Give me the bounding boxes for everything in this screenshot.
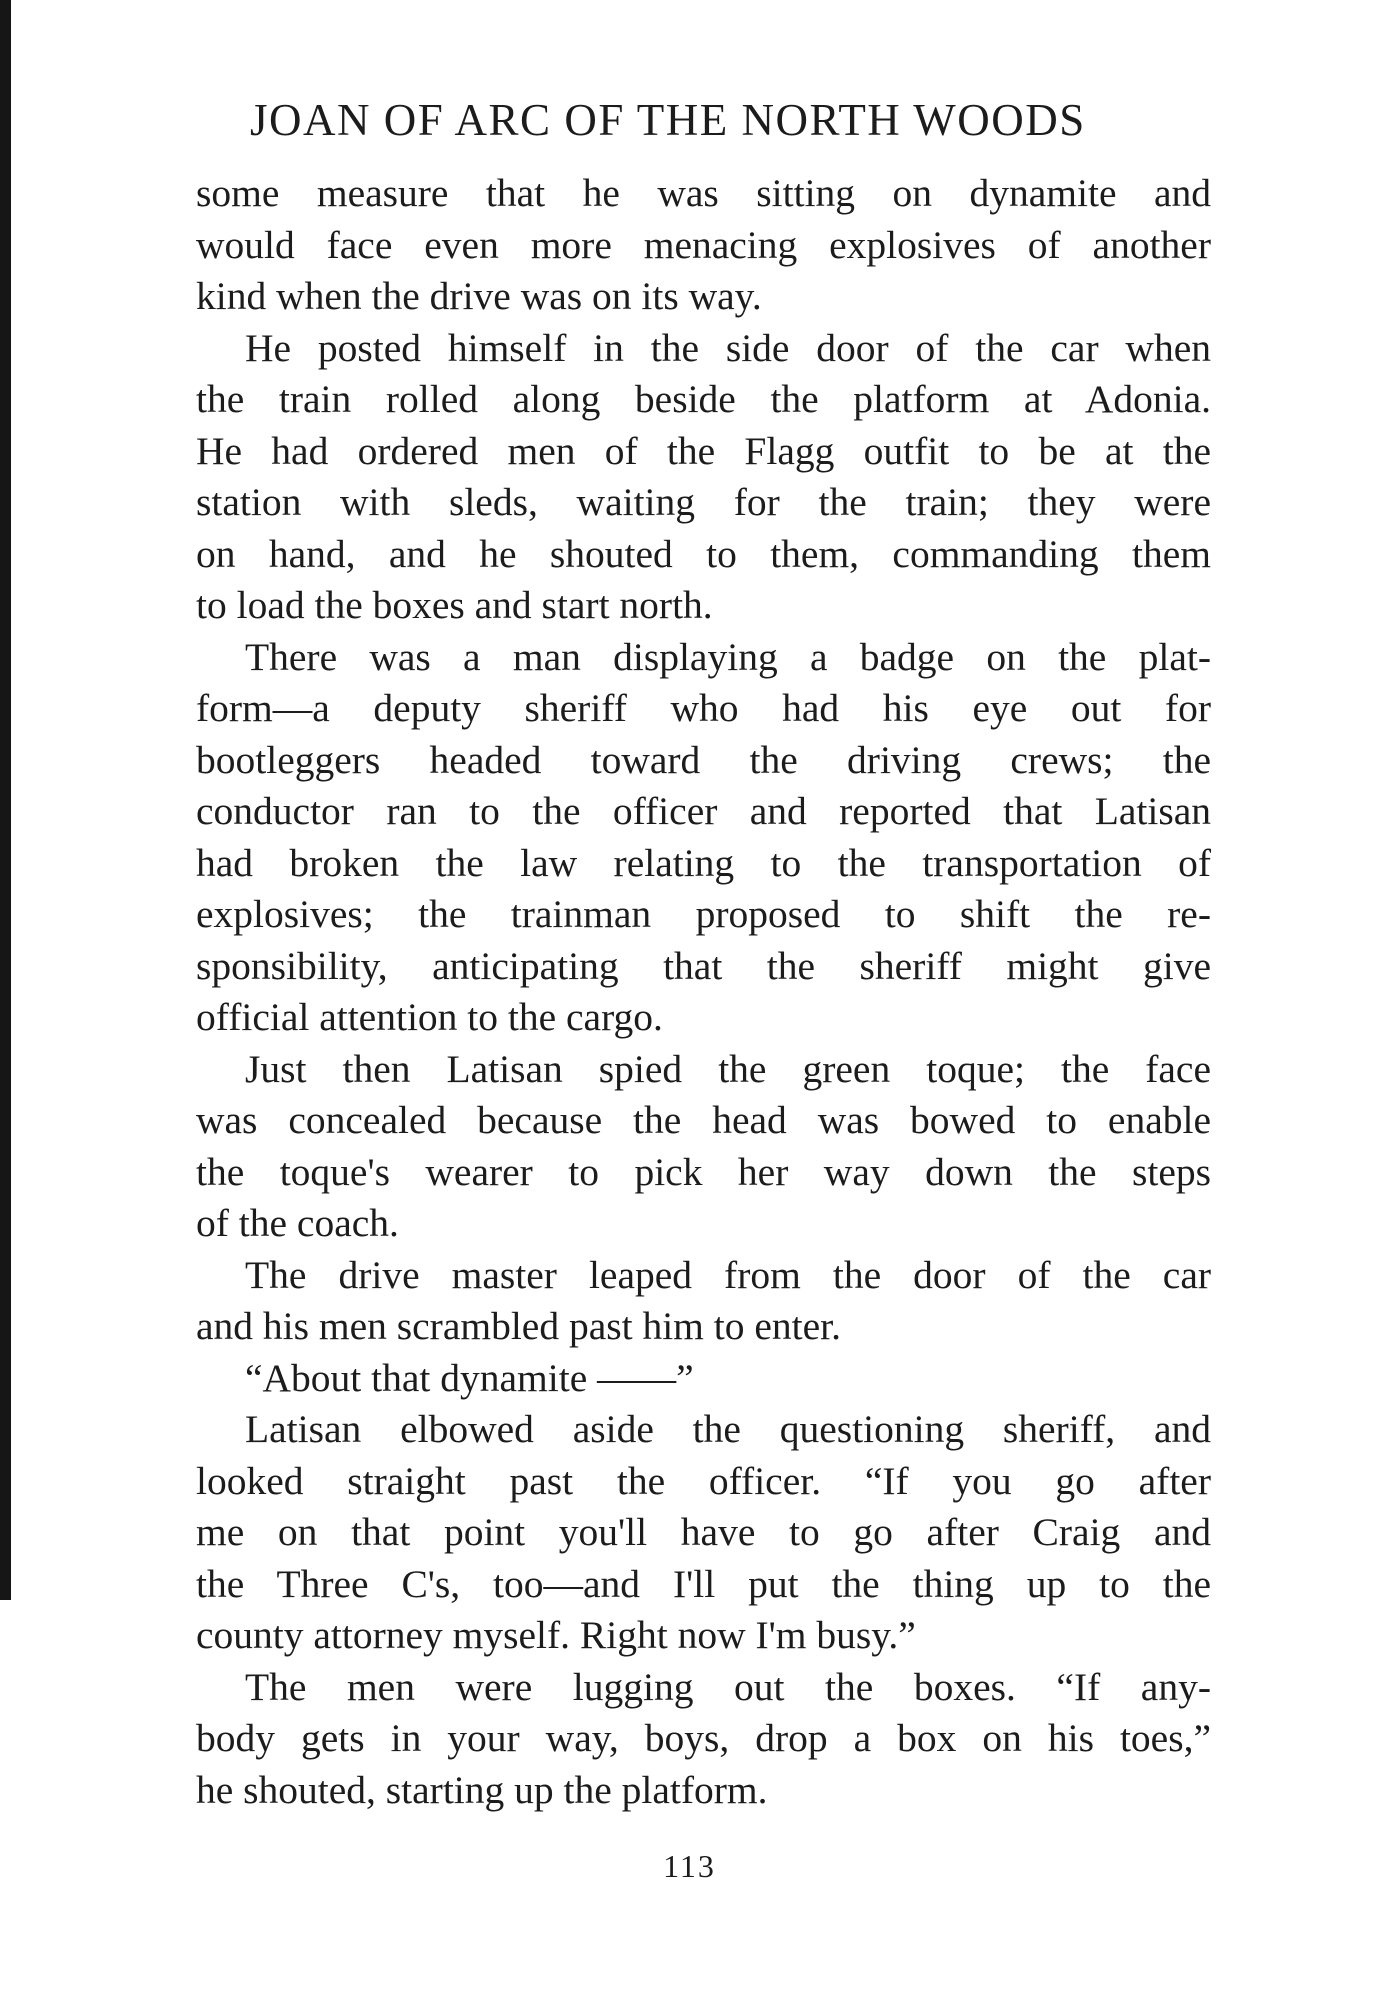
body-text [196,168,1211,1816]
text-line: The drive master leaped from the door of the car [245,1252,1211,1297]
text-line: There was a man displaying a badge on the plat- [245,634,1211,679]
text-line: official attention to the cargo. [196,995,663,1039]
text-line: had broken the law relating to the transportation of [196,840,1211,885]
text-line: county attorney myself. Right now I'm busy.” [196,1613,916,1657]
text-line: looked straight past the officer. “If you go after [196,1458,1211,1503]
text-line: would face even more menacing explosives of another [196,222,1211,267]
text-line: conductor ran to the officer and reported that Latisan [196,789,1211,833]
text-line: He posted himself in the side door of the car when [245,325,1211,370]
text-line: The men were lugging out the boxes. “If any- [245,1664,1211,1709]
text-line: Latisan elbowed aside the questioning sheriff, and [245,1407,1211,1451]
text-line: form—a deputy sheriff who had his eye out for [196,686,1211,730]
text-line: and his men scrambled past him to enter. [196,1304,842,1348]
text-line: on hand, and he shouted to them, commanding them [196,531,1211,576]
text-line: station with sleds, waiting for the train; they were [196,480,1211,524]
page-number: 113 [663,1848,716,1884]
text-line: the Three C's, too—and I'll put the thing up to the [196,1561,1211,1606]
text-line: He had ordered men of the Flagg outfit to be at the [196,428,1211,473]
text-line: to load the boxes and start north. [196,583,713,627]
text-line: the train rolled along beside the platform at Adonia. [196,377,1211,421]
text-line: he shouted, starting up the platform. [196,1767,768,1812]
text-line: was concealed because the head was bowed to enable [196,1098,1211,1142]
text-line: explosives; the trainman proposed to shift the re- [196,892,1211,936]
text-line: Just then Latisan spied the green toque; the face [245,1046,1211,1091]
text-line: me on that point you'll have to go after Craig and [196,1510,1211,1554]
text-line: of the coach. [196,1201,399,1245]
running-title: JOAN OF ARC OF THE NORTH WOODS [250,95,1086,145]
binding-shadow [0,0,11,1600]
text-line: “About that dynamite ——” [245,1355,694,1400]
text-line: bootleggers headed toward the driving crews; the [196,737,1211,782]
text-line: some measure that he was sitting on dynamite and [196,171,1211,215]
text-line: sponsibility, anticipating that the sheriff might give [196,943,1211,988]
text-line: the toque's wearer to pick her way down the steps [196,1149,1211,1194]
text-line: body gets in your way, boys, drop a box on his toes,” [196,1716,1211,1760]
text-line: kind when the drive was on its way. [196,274,762,318]
